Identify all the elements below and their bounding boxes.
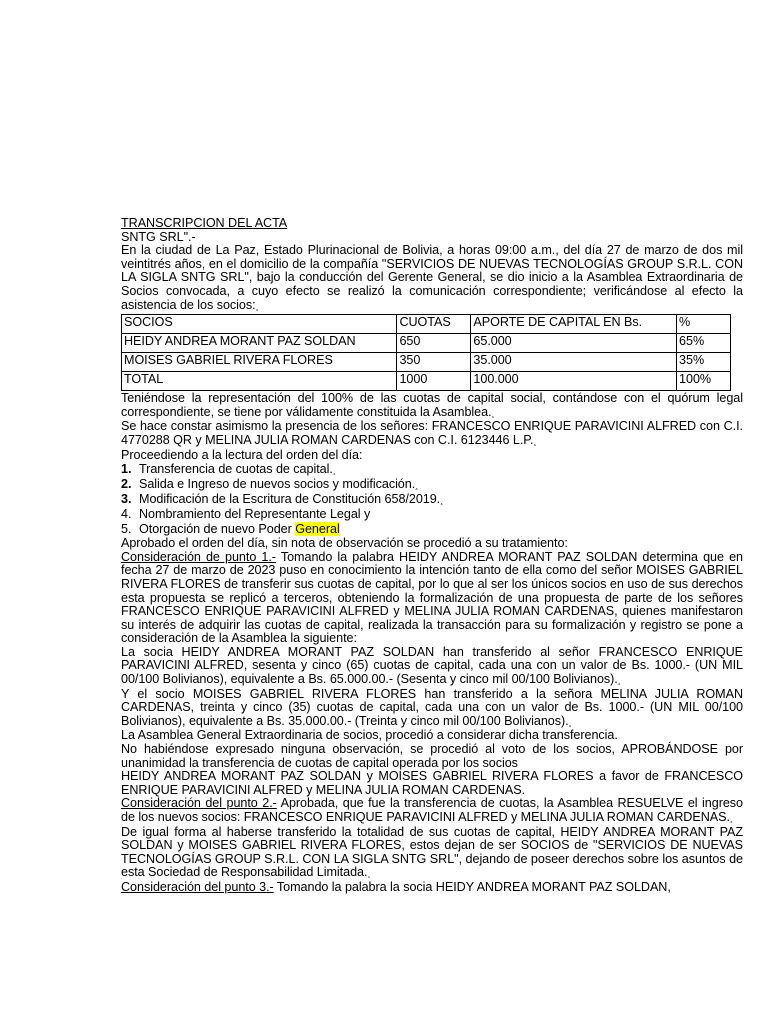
doc-subtitle: SNTG SRL".- <box>121 229 196 244</box>
table-cell: 35.000 <box>471 353 677 372</box>
list-item <box>121 462 743 477</box>
consideracion-1-label: Consideración de punto 1.- <box>121 549 276 564</box>
table-cell: 650 <box>397 334 471 353</box>
intro-paragraph: En la ciudad de La Paz, Estado Plurinacional de Bolivia, a horas 09:00 a.m., del día 27 de marzo de dos mil veintitrés años, en el domicilio de la compañía "SERVICIOS DE NUEVAS TECNOLOGÍAS GROUP S.R.L. CON LA SIGLA SNTG SRL", bajo la conducción del Gerente General, se dio inicio a la Asamblea Extraordinaria de Socios convocada, a cuyo efecto se realizó la comunicación correspondiente; verificándose al efecto la asistencia de los socios:¸ <box>121 243 743 312</box>
table-cell: 100.000 <box>471 372 677 391</box>
representacion-paragraph: Teniéndose la representación del 100% de las cuotas de capital social, contándose con el quórum legal correspondiente, se tiene por válidamente constituida la Asamblea.¸ <box>121 391 743 419</box>
orden-del-dia-list <box>121 462 743 537</box>
intro-text: En la ciudad de La Paz, Estado Plurinacional de Bolivia, a horas 09:00 a.m., del día 27 de marzo de dos mil veintitrés años, en el domicilio de la compañía "SERVICIOS DE NUEVAS TECNOLOGÍAS GROUP S.R.L. CON LA SIGLA SNTG SRL", bajo la conducción del Gerente General, se dio inicio a la Asamblea Extraordinaria de Socios convocada, a cuyo efecto se realizó la comunicación correspondiente; verificándose al efecto la asistencia de los socios: <box>121 243 743 312</box>
list-item-number: 4. <box>121 507 132 522</box>
list-item <box>121 507 743 522</box>
table-header-row <box>122 315 731 334</box>
socia-paragraph: La socia HEIDY ANDREA MORANT PAZ SOLDAN han transferido al señor FRANCESCO ENRIQUE PARAVICINI ALFRED, sesenta y cinco (65) cuotas de capital, cada una con un valor de Bs. 1000.- (UN MIL 00/100 Bolivianos), equivalente a Bs. 65.000.00.- (Sesenta y cinco mil 00/100 Bolivianos).¸ <box>121 644 743 687</box>
aprobado-paragraph: Aprobado el orden del día, sin nota de observación se procedió a su tratamiento: <box>121 536 568 551</box>
document-page <box>121 217 743 895</box>
favor-paragraph: HEIDY ANDREA MORANT PAZ SOLDAN y MOISES GABRIEL RIVERA FLORES a favor de FRANCESCO ENRIQUE PARAVICINI ALFRED y MELINA JULIA ROMAN CARDENAS. <box>121 769 743 797</box>
table-cell: 1000 <box>397 372 471 391</box>
list-item-text: Transferencia de cuotas de capital.¸ <box>139 462 337 477</box>
presencia-paragraph: Se hace constar asimismo la presencia de los señores: FRANCESCO ENRIQUE PARAVICINI ALFRED con C.I. 4770288 QR y MELINA JULIA ROMAN CARDENAS con C.I. 6123446 L.P.¸ <box>121 419 743 447</box>
table-cell: TOTAL <box>122 372 397 391</box>
table-cell: 65% <box>677 334 731 353</box>
list-item-text: Modificación de la Escritura de Constitución 658/2019.¸ <box>139 492 444 507</box>
consideracion-3-label: Consideración del punto 3.- <box>121 879 274 894</box>
socio-paragraph: Y el socio MOISES GABRIEL RIVERA FLORES han transferido a la señora MELINA JULIA ROMAN CARDENAS, treinta y cinco (35) cuotas de capital, cada una con un valor de Bs. 1000.- (UN MIL 00/100 Bolivianos), equivalente a Bs. 35.000.00.- (Treinta y cinco mil 00/100 Bolivianos).¸ <box>121 686 743 728</box>
table-cell: 65.000 <box>471 334 677 353</box>
consideracion-3-paragraph: Consideración del punto 3.- Tomando la palabra la socia HEIDY ANDREA MORANT PAZ SOLDAN, <box>121 879 671 894</box>
table-cell: % <box>677 315 731 334</box>
list-item-text: Nombramiento del Representante Legal y <box>139 507 371 522</box>
table-row <box>122 334 731 353</box>
list-item-number: 3. <box>121 492 132 507</box>
table-cell: 350 <box>397 353 471 372</box>
consideracion-1-paragraph: Consideración de punto 1.- Tomando la palabra HEIDY ANDREA MORANT PAZ SOLDAN determina que en fecha 27 de marzo de 2023 puso en conocimiento la intención tanto de ella como del señor MOISES GABRIEL RIVERA FLORES de transferir sus cuotas de capital, por lo que al ser los únicos socios en uso de sus derechos esta propuesta se replicó a terceros, obteniendo la formalización de una propuesta de parte de los señores FRANCESCO ENRIQUE PARAVICINI ALFRED y MELINA JULIA ROMAN CARDENAS, quienes manifestaron su interés de adquirir las cuotas de capital, realizada la transacción para su formalización y registro se pone a consideración de la Asamblea la siguiente: <box>121 549 743 646</box>
list-item-text: Otorgación de nuevo Poder General <box>139 522 340 537</box>
voto-paragraph: No habiéndose expresado ninguna observación, se procedió al voto de los socios, APROBÁNDOSE por unanimidad la transferencia de cuotas de capital operada por los socios <box>121 742 743 770</box>
table-cell: HEIDY ANDREA MORANT PAZ SOLDAN <box>122 334 397 353</box>
table-cell: CUOTAS <box>397 315 471 334</box>
orden-paragraph: Proceediendo a la lectura del orden del día: <box>121 447 363 462</box>
list-item <box>121 492 743 507</box>
table-cell: APORTE DE CAPITAL EN Bs. <box>471 315 677 334</box>
igual-paragraph: De igual forma al haberse transferido la totalidad de sus cuotas de capital, HEIDY ANDREA MORANT PAZ SOLDAN y MOISES GABRIEL RIVERA FLORES, estos dejan de ser SOCIOS de "SERVICIOS DE NUEVAS TECNOLOGÍAS GROUP S.R.L. CON LA SIGLA SNTG SRL", dejando de poseer derechos sobre los asuntos de esta Sociedad de Responsabilidad Limitada.¸ <box>121 824 743 880</box>
list-item-number: 5. <box>121 522 132 537</box>
doc-title: TRANSCRIPCION DEL ACTA <box>121 216 288 230</box>
consideracion-2-label: Consideración del punto 2.- <box>121 796 277 811</box>
table-row <box>122 372 731 391</box>
table-cell: SOCIOS <box>122 315 397 334</box>
asamblea-paragraph: La Asamblea General Extraordinaria de socios, procedió a considerar dicha transferencia. <box>121 728 618 743</box>
list-item-text: Salida e Ingreso de nuevos socios y modificación.¸ <box>139 477 419 492</box>
highlighted-word: General <box>295 522 340 537</box>
consideracion-2-paragraph: Consideración del punto 2.- Aprobada, que fue la transferencia de cuotas, la Asamblea RESUELVE el ingreso de los nuevos socios: FRANCESCO ENRIQUE PARAVICINI ALFRED y MELINA JULIA ROMAN CARDENAS.¸ <box>121 796 744 824</box>
list-item <box>121 477 743 492</box>
list-item <box>121 522 743 537</box>
socios-table <box>121 314 731 391</box>
list-item-number: 2. <box>121 477 132 492</box>
table-cell: 100% <box>677 372 731 391</box>
table-cell: MOISES GABRIEL RIVERA FLORES <box>122 353 397 372</box>
list-item-number: 1. <box>121 462 132 477</box>
table-row <box>122 353 731 372</box>
table-cell: 35% <box>677 353 731 372</box>
